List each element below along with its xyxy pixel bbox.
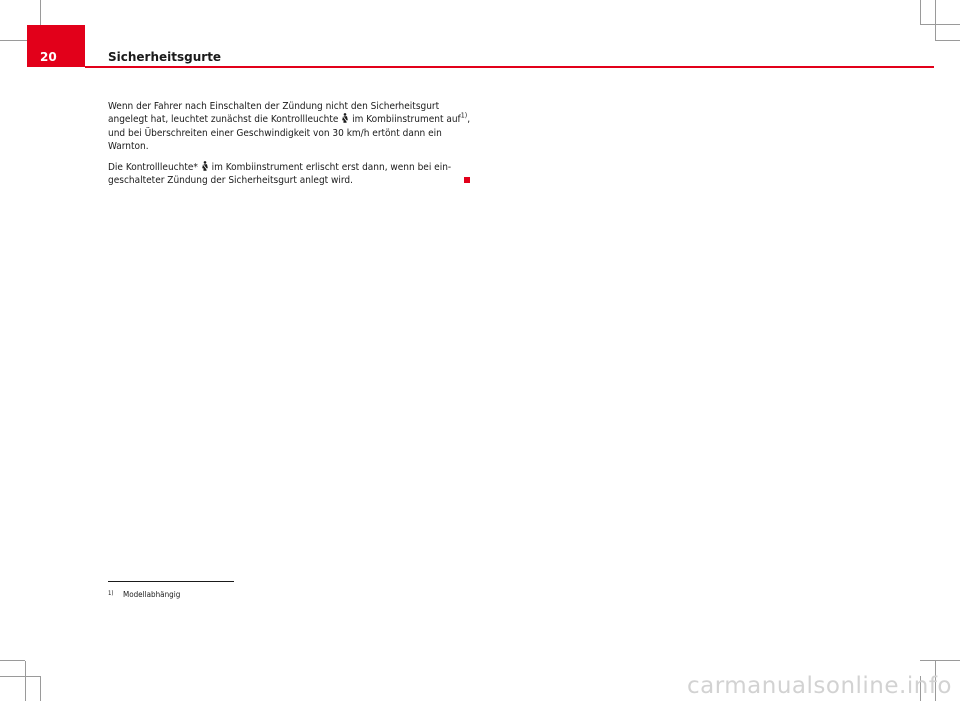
crop-mark [25,661,26,701]
crop-mark [0,676,40,677]
footnote-reference: 1) [460,111,468,120]
seatbelt-warning-icon [201,161,209,171]
paragraph [108,161,478,188]
section-body [108,100,478,196]
crop-mark [0,660,25,661]
crop-mark [920,24,960,25]
watermark: carmanualsonline.info [686,673,952,699]
paragraph-text: Die Kontrollleuchte* [108,162,198,174]
paragraph-text: im Kombiinstrument auf [352,114,461,126]
paragraph-text: Wenn der Fahrer nach Einschalten der Zündung nicht den Sicherheitsgurt angelegt hat, leuchtet zunächst die Kontrollleuchte [108,101,440,126]
seatbelt-warning-icon [341,113,349,123]
crop-mark [935,40,960,41]
footnote-rule [108,581,234,582]
crop-mark [40,676,41,701]
footnote-text: Modellabhängig [123,590,181,599]
crop-mark [920,0,921,24]
paragraph-text: , und bei Überschreiten einer Geschwindigkeit von 30 km/h ertönt dann ein Warnton. [108,114,471,152]
header-rule [85,66,934,68]
page-number: 20 [40,50,57,64]
footnote [108,590,180,599]
paragraph-text: im Kombiinstrument erlischt erst dann, wenn bei ein-geschalteter Zündung der Sicherheitsgurt anlegt wird. [108,162,452,187]
footnote-marker: 1) [108,590,114,597]
crop-mark [935,0,936,40]
end-of-section-mark [464,177,470,183]
page-title: Sicherheitsgurte [108,50,222,64]
crop-mark [920,660,960,661]
paragraph [108,100,478,153]
